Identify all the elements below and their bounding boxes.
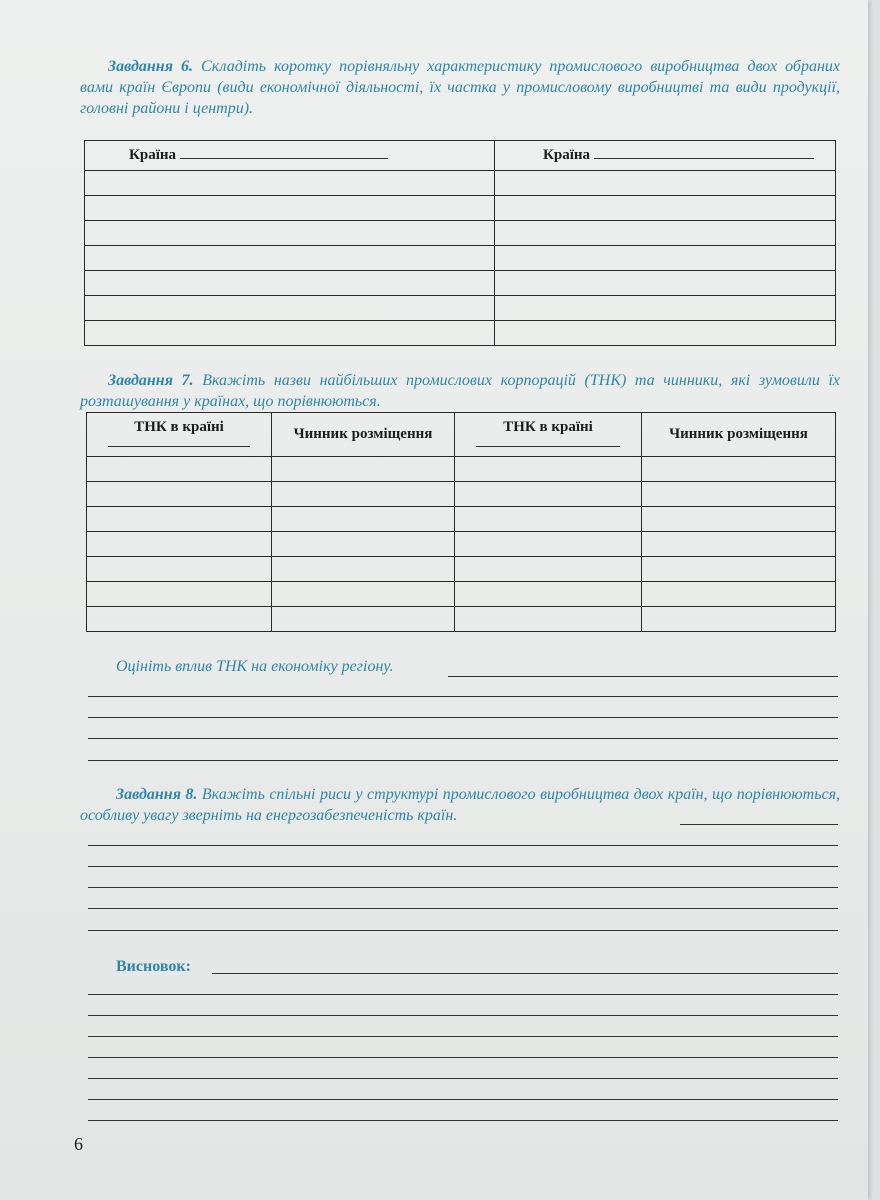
- page-number: 6: [74, 1134, 83, 1154]
- task6-cell[interactable]: [85, 196, 495, 221]
- evaluate-answer-line[interactable]: [88, 738, 838, 739]
- task6-cell[interactable]: [495, 271, 836, 296]
- task7-cell[interactable]: [642, 482, 836, 507]
- conclusion-answer-line[interactable]: [88, 1036, 838, 1037]
- task7-cell[interactable]: [87, 582, 272, 607]
- task6-cell[interactable]: [85, 171, 495, 196]
- task7-cell[interactable]: [642, 557, 836, 582]
- task7-text: Вкажіть назви найбільших промислових корпорацій (ТНК) та чинники, які зумовили їх розташування у країнах, що порівнюються.: [80, 372, 841, 410]
- conclusion-answer-line[interactable]: [88, 994, 838, 995]
- conclusion-heading: [80, 956, 191, 977]
- task6-text: Складіть коротку порівняльну характеристику промислового виробництва двох обраних вами країн Європи (види економічної діяльності, їх частка у промисловому виробництві та види продукції, головні райони і центри).: [80, 58, 841, 117]
- task6-cell[interactable]: [495, 196, 836, 221]
- task6-cell[interactable]: [85, 271, 495, 296]
- task7-cell[interactable]: [642, 607, 836, 632]
- task7-instructions: [80, 370, 840, 412]
- task6-cell[interactable]: [85, 221, 495, 246]
- task7-cell[interactable]: [642, 532, 836, 557]
- task7-cell[interactable]: [455, 532, 642, 557]
- factor-2-label: Чинник розміщення: [669, 426, 808, 442]
- task8-label: Завдання 8.: [116, 786, 198, 803]
- task7-cell[interactable]: [455, 582, 642, 607]
- tnk-2-fill-line[interactable]: [476, 440, 620, 447]
- task7-cell[interactable]: [272, 532, 455, 557]
- task7-cell[interactable]: [272, 482, 455, 507]
- task7-cell[interactable]: [455, 507, 642, 532]
- task8-text: Вкажіть спільні риси у структурі промислового виробництва двох країн, що порівнюються, особливу увагу зверніть на енергозабезпеченість країн.: [80, 786, 841, 824]
- conclusion-answer-line[interactable]: [212, 973, 838, 974]
- task6-cell[interactable]: [85, 321, 495, 346]
- conclusion-answer-line[interactable]: [88, 1057, 838, 1058]
- task7-cell[interactable]: [272, 582, 455, 607]
- task8-answer-line[interactable]: [680, 824, 838, 825]
- task7-cell[interactable]: [87, 482, 272, 507]
- task7-header-factor-1: [272, 413, 455, 457]
- task8-answer-line[interactable]: [88, 866, 838, 867]
- conclusion-label: Висновок:: [116, 958, 191, 975]
- task7-cell[interactable]: [272, 557, 455, 582]
- task7-cell[interactable]: [272, 507, 455, 532]
- country-1-fill-line[interactable]: [180, 158, 388, 159]
- task6-table: [84, 140, 836, 346]
- task8-answer-line[interactable]: [88, 845, 838, 846]
- task7-cell[interactable]: [642, 582, 836, 607]
- task8-answer-line[interactable]: [88, 908, 838, 909]
- task7-cell[interactable]: [87, 557, 272, 582]
- task6-cell[interactable]: [495, 171, 836, 196]
- task6-cell[interactable]: [495, 221, 836, 246]
- task8-instructions: [80, 784, 840, 826]
- evaluate-tnk-text: Оцініть вплив ТНК на економіку регіону.: [116, 658, 394, 675]
- task6-cell[interactable]: [85, 246, 495, 271]
- task6-cell[interactable]: [495, 246, 836, 271]
- task7-cell[interactable]: [87, 507, 272, 532]
- task7-cell[interactable]: [642, 507, 836, 532]
- conclusion-answer-line[interactable]: [88, 1120, 838, 1121]
- evaluate-answer-line[interactable]: [448, 676, 838, 677]
- task7-cell[interactable]: [272, 457, 455, 482]
- task7-cell[interactable]: [455, 457, 642, 482]
- conclusion-answer-line[interactable]: [88, 1015, 838, 1016]
- country-2-label: Країна: [543, 147, 591, 163]
- country-2-fill-line[interactable]: [594, 158, 814, 159]
- conclusion-answer-line[interactable]: [88, 1078, 838, 1079]
- task6-cell[interactable]: [85, 296, 495, 321]
- task7-cell[interactable]: [87, 457, 272, 482]
- task7-cell[interactable]: [455, 607, 642, 632]
- evaluate-answer-line[interactable]: [88, 760, 838, 761]
- task7-cell[interactable]: [642, 457, 836, 482]
- evaluate-answer-line[interactable]: [88, 696, 838, 697]
- task7-header-factor-2: [642, 413, 836, 457]
- task6-header-country-2: [495, 141, 836, 171]
- task8-answer-line[interactable]: [88, 887, 838, 888]
- evaluate-tnk-prompt: [80, 656, 393, 677]
- task8-answer-line[interactable]: [88, 930, 838, 931]
- task7-cell[interactable]: [87, 607, 272, 632]
- conclusion-answer-line[interactable]: [88, 1099, 838, 1100]
- factor-1-label: Чинник розміщення: [293, 426, 433, 442]
- tnk-1-label: ТНК в країні: [134, 419, 224, 435]
- task7-label: Завдання 7.: [108, 372, 194, 389]
- task6-cell[interactable]: [495, 296, 836, 321]
- tnk-1-fill-line[interactable]: [108, 440, 250, 447]
- task7-header-tnk-2: [455, 413, 642, 457]
- task7-cell[interactable]: [455, 482, 642, 507]
- task6-instructions: [80, 56, 840, 119]
- task7-cell[interactable]: [87, 532, 272, 557]
- country-1-label: Країна: [129, 147, 177, 163]
- tnk-2-label: ТНК в країні: [503, 419, 593, 435]
- task7-cell[interactable]: [272, 607, 455, 632]
- task6-cell[interactable]: [495, 321, 836, 346]
- task7-header-tnk-1: [87, 413, 272, 457]
- task7-table: [86, 412, 836, 632]
- task6-header-country-1: [85, 141, 495, 171]
- task7-cell[interactable]: [455, 557, 642, 582]
- task6-label: Завдання 6.: [108, 58, 193, 75]
- evaluate-answer-line[interactable]: [88, 717, 838, 718]
